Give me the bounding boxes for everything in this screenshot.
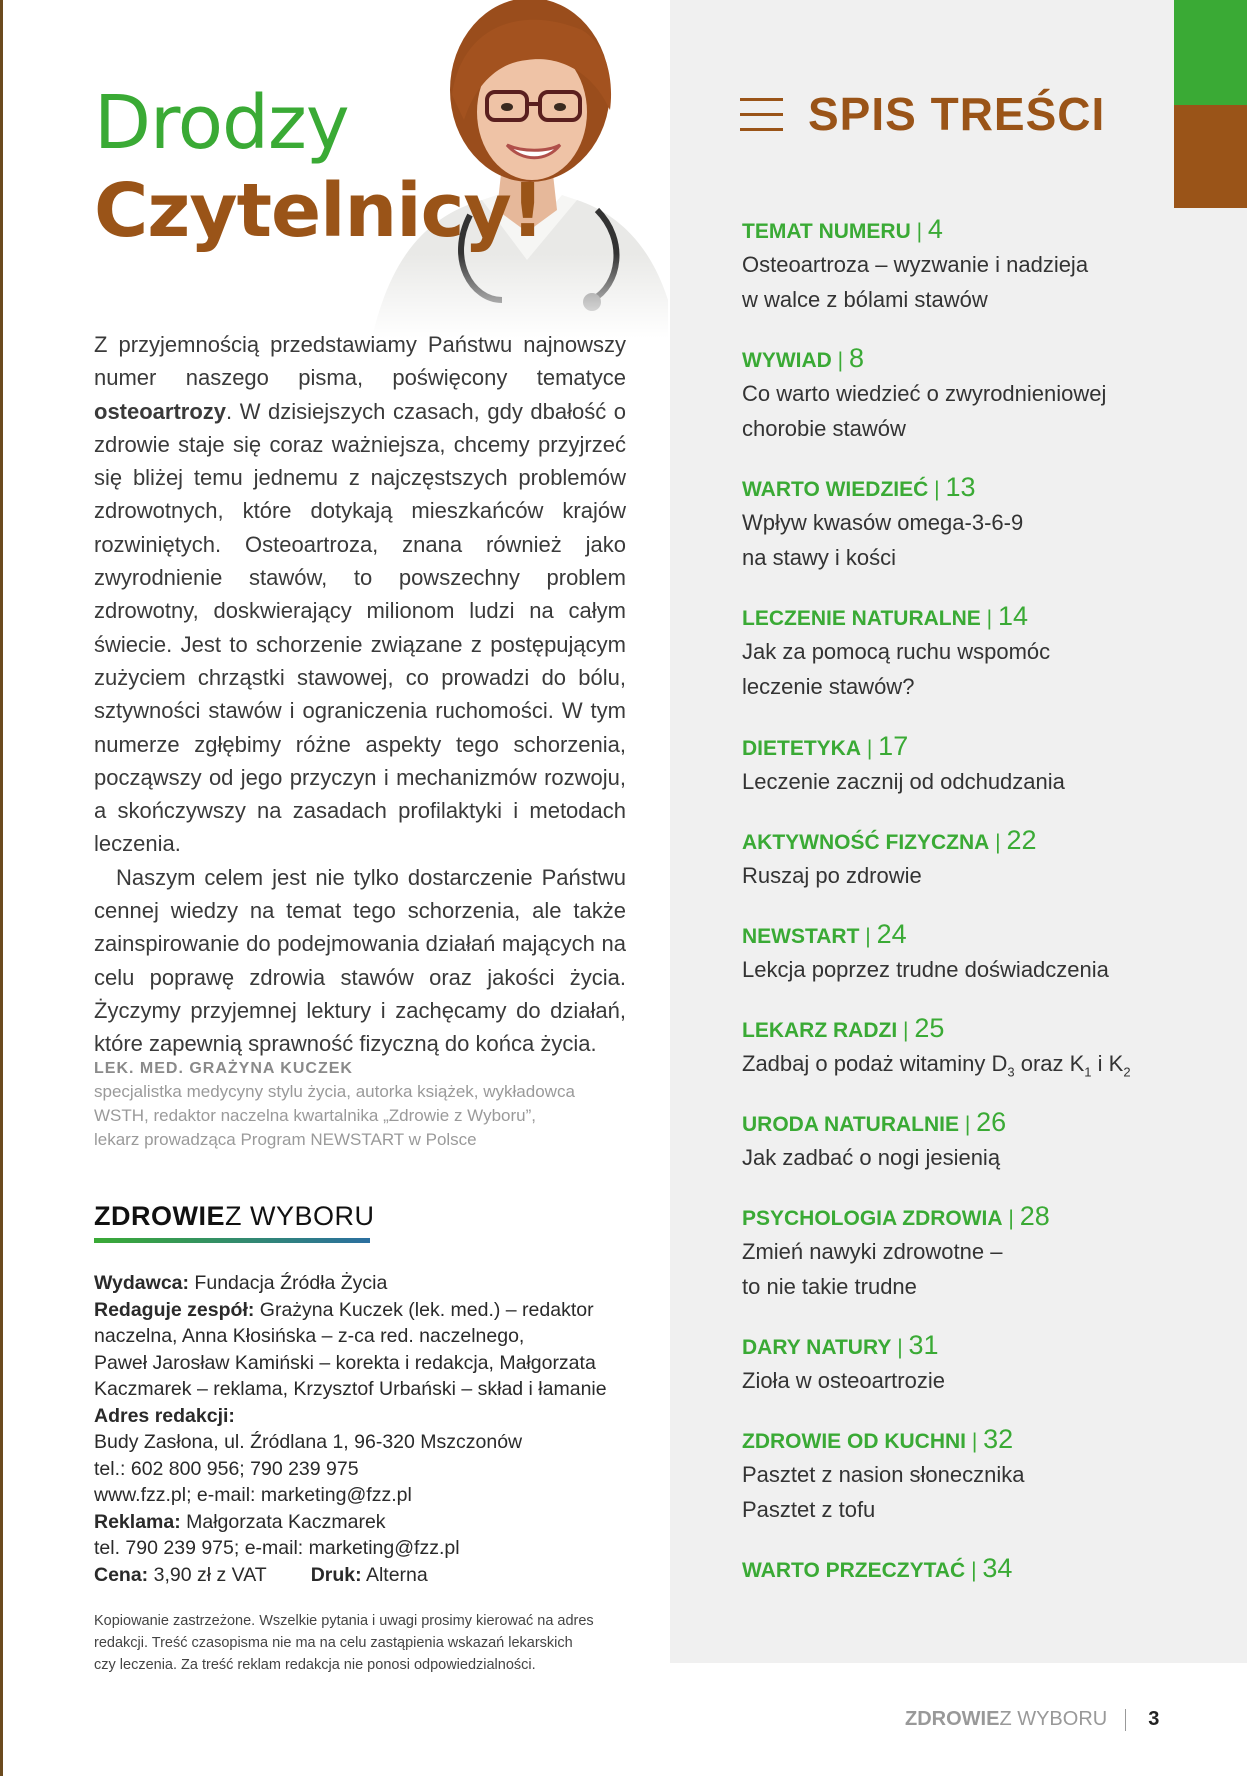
toc-page-number: 4 — [927, 214, 943, 244]
accent-bar-green — [1174, 0, 1247, 105]
copyright-disclaimer: Kopiowanie zastrzeżone. Wszelkie pytania i uwagi prosimy kierować na adres redakcji. Treść czasopisma nie ma na celu zastąpienia wskazań lekarskich czy leczenia. Za treść reklam redakcja nie ponosi odpowiedzialności. — [94, 1613, 594, 1673]
toc-section-name: NEWSTART — [742, 925, 860, 948]
toc-article-title: w walce z bólami stawów — [742, 287, 988, 312]
toc-section-name: DIETETYKA — [742, 737, 862, 760]
toc-title: SPIS TREŚCI — [808, 88, 1106, 140]
toc-page-number: 8 — [848, 343, 865, 373]
toc-article-title: Wpływ kwasów omega-3-6-9 — [742, 510, 1024, 535]
toc-article-title: na stawy i kości — [742, 545, 897, 570]
toc-article-title: Jak zadbać o nogi jesienią — [742, 1145, 1001, 1170]
toc-separator: | — [903, 1019, 909, 1042]
toc-page-number: 25 — [914, 1013, 945, 1043]
toc-page-number: 31 — [908, 1330, 939, 1360]
toc-separator: | — [995, 831, 1001, 854]
toc-entry[interactable] — [742, 1201, 1192, 1304]
toc-page-number: 26 — [976, 1107, 1007, 1137]
toc-section-name: ZDROWIE OD KUCHNI — [742, 1430, 966, 1453]
toc-section-name: DARY NATURY — [742, 1336, 892, 1359]
toc-separator: | — [964, 1113, 971, 1136]
magazine-logo: ZDROWIEZ WYBORU — [94, 1200, 370, 1243]
toc-entry[interactable] — [742, 825, 1192, 893]
toc-entry[interactable] — [742, 919, 1192, 987]
toc-section-name: WARTO WIEDZIEĆ — [742, 478, 929, 501]
toc-page-number: 17 — [878, 731, 909, 761]
author-name: LEK. MED. GRAŻYNA KUCZEK — [94, 1060, 353, 1077]
toc-article-title: to nie takie trudne — [742, 1274, 917, 1299]
toc-section-name: TEMAT NUMERU — [742, 220, 911, 243]
toc-article-title: Leczenie zacznij od odchudzania — [742, 769, 1065, 794]
imprint: Wydawca: Fundacja Źródła Życia Redaguje zespół: Grażyna Kuczek (lek. med.) – redaktor naczelna, Anna Kłosińska – z-ca red. naczelnego, Paweł Jarosław Kamiński – korekta i redakcja, Małgorzata Kaczmarek – reklama, Krzysztof Urbański – skład i łamanie Adres redakcji: Budy Zasłona, ul. Źródlana 1, 96-320 Mszczonów tel.: 602 800 956; 790 239 975 www.fzz.pl; e-mail: marketing@fzz.pl Reklama: Małgorzata Kaczmarek tel. 790 239 975; e-mail: marketing@fzz.pl Cena: 3,90 zł z VAT Druk: Alterna — [94, 1272, 607, 1586]
toc-entry[interactable] — [742, 731, 1192, 799]
toc-section-name: LECZENIE NATURALNE — [742, 607, 981, 630]
toc-page-number: 32 — [983, 1424, 1014, 1454]
toc-article-title: Pasztet z nasion słonecznika — [742, 1462, 1025, 1487]
left-edge-line — [0, 0, 3, 1776]
toc-entry[interactable] — [742, 601, 1192, 704]
toc-section-name: WYWIAD — [742, 349, 832, 372]
author-description: specjalistka medycyny stylu życia, autorka książek, wykładowca WSTH, redaktor naczelna kwartalnika „Zdrowie z Wyboru”, lekarz prowadząca Program NEWSTART w Polsce — [94, 1082, 575, 1149]
toc-separator: | — [934, 478, 940, 501]
toc-article-title: leczenie stawów? — [742, 674, 915, 699]
toc-page-number: 13 — [945, 472, 976, 502]
toc-page-number: 28 — [1019, 1201, 1050, 1231]
editorial-text — [94, 328, 626, 1061]
toc-separator: | — [971, 1559, 977, 1582]
toc-section-name: AKTYWNOŚĆ FIZYCZNA — [742, 831, 990, 854]
toc-article-title: Zmień nawyki zdrowotne – — [742, 1239, 1003, 1264]
toc-article-title: Lekcja poprzez trudne doświadczenia — [742, 957, 1109, 982]
greeting-title-line1: Drodzy — [94, 80, 349, 166]
toc-entry[interactable] — [742, 1107, 1192, 1175]
editorial-paragraph-2: Naszym celem jest nie tylko dostarczenie Państwu cennej wiedzy na temat tego schorzenia, ale także zainspirowanie do podejmowania działań mających na celu poprawę zdrowia stawów oraz jakości życia. Życzymy przyjemnej lektury i zachęcamy do działań, które zapewnią sprawność fizyczną do końca życia. — [94, 864, 626, 1057]
toc-article-title: Zioła w osteoartrozie — [742, 1368, 945, 1393]
toc-entry[interactable] — [742, 343, 1192, 446]
toc-separator: | — [971, 1430, 978, 1453]
toc-article-title: Pasztet z tofu — [742, 1497, 876, 1522]
toc-separator: | — [916, 220, 923, 243]
toc-separator: | — [897, 1336, 903, 1359]
toc-article-title: Ruszaj po zdrowie — [742, 863, 922, 888]
toc-section-name: PSYCHOLOGIA ZDROWIA — [742, 1207, 1003, 1230]
editorial-paragraph-1: Z przyjemnością przedstawiamy Państwu najnowszy numer naszego pisma, poświęcony tematyce osteoartrozy. W dzisiejszych czasach, gdy dbałość o zdrowie staje się coraz ważniejsza, chcemy przyjrzeć się bliżej temu jednemu z najczęstszych problemów zdrowotnych, które dotykają mieszkańców krajów rozwiniętych. Osteoartroza, znana również jako zwyrodnienie stawów, to powszechny problem zdrowotny, doskwierający milionom ludzi na całym świecie. Jest to schorzenie związane z postępującym zużyciem chrząstki stawowej, co prowadzi do bólu, sztywności stawów i ograniczenia ruchomości. W tym numerze zgłębimy różne aspekty tego schorzenia, począwszy od jego przyczyn i mechanizmów rozwoju, a skończywszy na zasadach profilaktyki i metodach leczenia. — [94, 332, 626, 857]
author-signature — [94, 1058, 634, 1152]
toc-article-title: Co warto wiedzieć o zwyrodnieniowej — [742, 381, 1107, 406]
toc-entry[interactable] — [742, 1553, 1192, 1586]
toc-article-title: Zadbaj o podaż witaminy $D_3$ oraz $K_1$ i $K_2$ — [742, 1051, 1131, 1080]
toc-page-number: 14 — [997, 601, 1028, 631]
accent-bar-brown — [1174, 105, 1247, 208]
logo-underline — [94, 1238, 370, 1243]
page-footer: ZDROWIEZ WYBORU 3 — [905, 1708, 1160, 1730]
toc-entry[interactable] — [742, 1013, 1192, 1089]
toc-page-number: 34 — [982, 1553, 1013, 1583]
toc-separator: | — [837, 349, 844, 372]
greeting-title-line2: Czytelnicy! — [94, 168, 544, 254]
toc-entry[interactable] — [742, 472, 1192, 575]
toc-separator: | — [866, 737, 873, 760]
page-number: 3 — [1148, 1708, 1160, 1730]
menu-lines-icon — [740, 98, 783, 131]
toc-separator: | — [865, 925, 871, 948]
toc-section-name: WARTO PRZECZYTAĆ — [742, 1559, 966, 1582]
toc-entry[interactable] — [742, 1424, 1192, 1527]
toc-entry[interactable] — [742, 1330, 1192, 1398]
toc-page-number: 22 — [1006, 825, 1037, 855]
toc-section-name: URODA NATURALNIE — [742, 1113, 959, 1136]
toc-separator: | — [986, 607, 993, 630]
toc-section-name: LEKARZ RADZI — [742, 1019, 898, 1042]
toc-article-title: chorobie stawów — [742, 416, 906, 441]
toc-separator: | — [1008, 1207, 1014, 1230]
toc-entry[interactable] — [742, 214, 1192, 317]
toc-page-number: 24 — [876, 919, 907, 949]
toc-article-title: Jak za pomocą ruchu wspomóc — [742, 639, 1051, 664]
toc-article-title: Osteoartroza – wyzwanie i nadzieja — [742, 252, 1089, 277]
